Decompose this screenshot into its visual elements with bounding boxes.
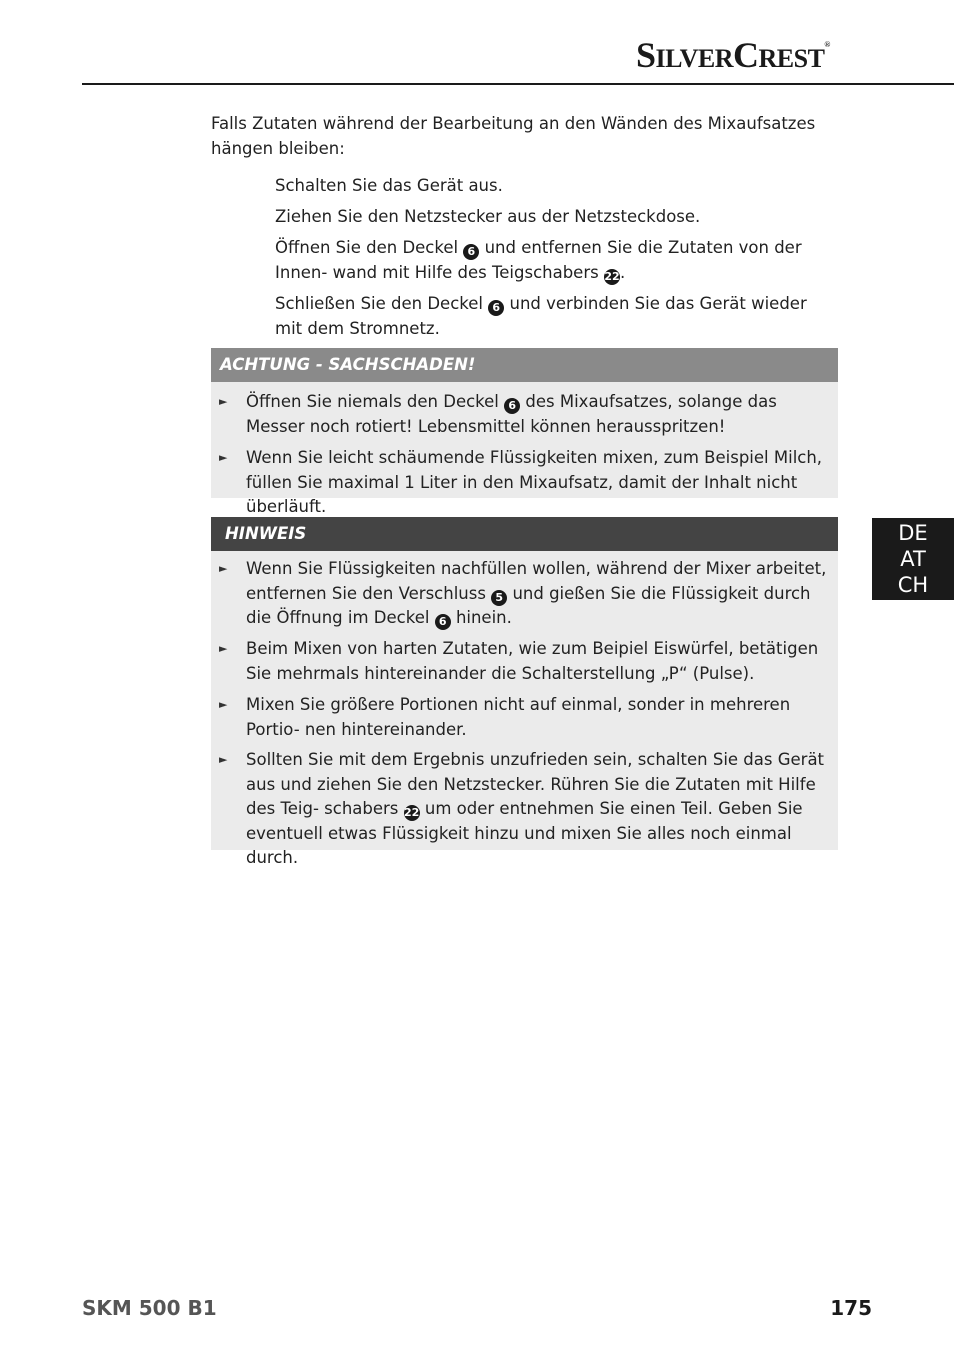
step-1: Schalten Sie das Gerät aus. <box>275 176 503 195</box>
bullet-arrow-icon: ► <box>219 562 228 575</box>
step-4-text: und verbinden Sie das Gerät wieder mit dem Stromnetz. <box>275 294 807 338</box>
step-3 <box>275 236 835 285</box>
step-4 <box>275 292 835 341</box>
warning-title: ACHTUNG - SACHSCHADEN! <box>211 348 838 382</box>
bullet-text: Wenn Sie Flüssigkeiten nachfüllen wollen, während der Mixer arbeitet, entfernen Sie den Verschluss <box>246 559 827 603</box>
bullet-text: hinein. <box>455 608 512 627</box>
step-3-text: . <box>619 262 626 282</box>
warning-box <box>211 348 838 516</box>
logo-letters: ILVER <box>655 44 733 73</box>
bullet-arrow-icon: ► <box>219 395 228 408</box>
lang-ch: CH <box>897 573 929 597</box>
header-rule <box>82 83 954 85</box>
step-3-text: und entfernen Sie die Zutaten von der Innen- wand mit Hilfe des Teigschabers <box>275 238 802 282</box>
lang-at: AT <box>900 547 926 571</box>
language-tab <box>872 518 954 600</box>
step-3-text: Öffnen Sie den Deckel <box>275 238 459 257</box>
ref-lid-icon: 6 <box>504 398 520 414</box>
step-2: Ziehen Sie den Netzstecker aus der Netzsteckdose. <box>275 207 701 226</box>
bullet-text: Beim Mixen von harten Zutaten, wie zum Beipiel Eiswürfel, betätigen Sie mehrmals hintereinander die Schalterstellung „P“ (Pulse). <box>246 639 819 683</box>
bullet-arrow-icon: ► <box>219 698 228 711</box>
bullet-text: des Mixaufsatzes, solange das Messer noch rotiert! Lebensmittel können herausspritzen! <box>246 392 777 436</box>
bullet-arrow-icon: ► <box>219 753 228 766</box>
bullet-text: Wenn Sie leicht schäumende Flüssigkeiten mixen, zum Beispiel Milch, füllen Sie maximal 1 Liter in den Mixaufsatz, damit der Inhalt nicht überläuft. <box>246 448 823 516</box>
note-box <box>211 517 838 867</box>
logo-letters: REST <box>758 44 825 73</box>
ref-scraper-icon: 22 <box>404 806 420 819</box>
registered-mark: ® <box>824 40 830 49</box>
logo-letter: S <box>636 35 656 75</box>
ref-lid-icon: 6 <box>463 244 479 260</box>
bullet-arrow-icon: ► <box>219 451 228 464</box>
bullet-text: um oder entnehmen Sie einen Teil. Geben Sie eventuell etwas Flüssigkeit hinzu und mixen Sie alles noch einmal durch. <box>246 799 803 867</box>
ref-cap-icon: 5 <box>491 590 507 606</box>
note-title: HINWEIS <box>211 517 838 551</box>
ref-scraper-icon: 22 <box>604 269 620 283</box>
logo-letter: C <box>733 35 759 75</box>
bullet-text: und gießen Sie die Flüssigkeit durch die Öffnung im Deckel <box>246 583 811 627</box>
page-number: 175 <box>830 1296 872 1320</box>
lang-de: DE <box>898 521 928 545</box>
ref-lid-icon: 6 <box>435 614 451 630</box>
brand-logo <box>636 34 866 74</box>
intro-paragraph: Falls Zutaten während der Bearbeitung an den Wänden des Mixaufsatzes hängen bleiben: <box>211 114 816 158</box>
bullet-text: Mixen Sie größere Portionen nicht auf einmal, sonder in mehreren Portio- nen hintereinander. <box>246 695 791 739</box>
ref-lid-icon: 6 <box>488 300 504 316</box>
model-number: SKM 500 B1 <box>82 1296 217 1320</box>
bullet-arrow-icon: ► <box>219 642 228 655</box>
bullet-text: Sollten Sie mit dem Ergebnis unzufrieden sein, schalten Sie das Gerät aus und ziehen Sie den Netzstecker. Rühren Sie die Zutaten mit Hilfe des Teig- schabers <box>246 750 825 818</box>
bullet-text: Öffnen Sie niemals den Deckel <box>246 392 499 411</box>
step-4-text: Schließen Sie den Deckel <box>275 294 483 313</box>
